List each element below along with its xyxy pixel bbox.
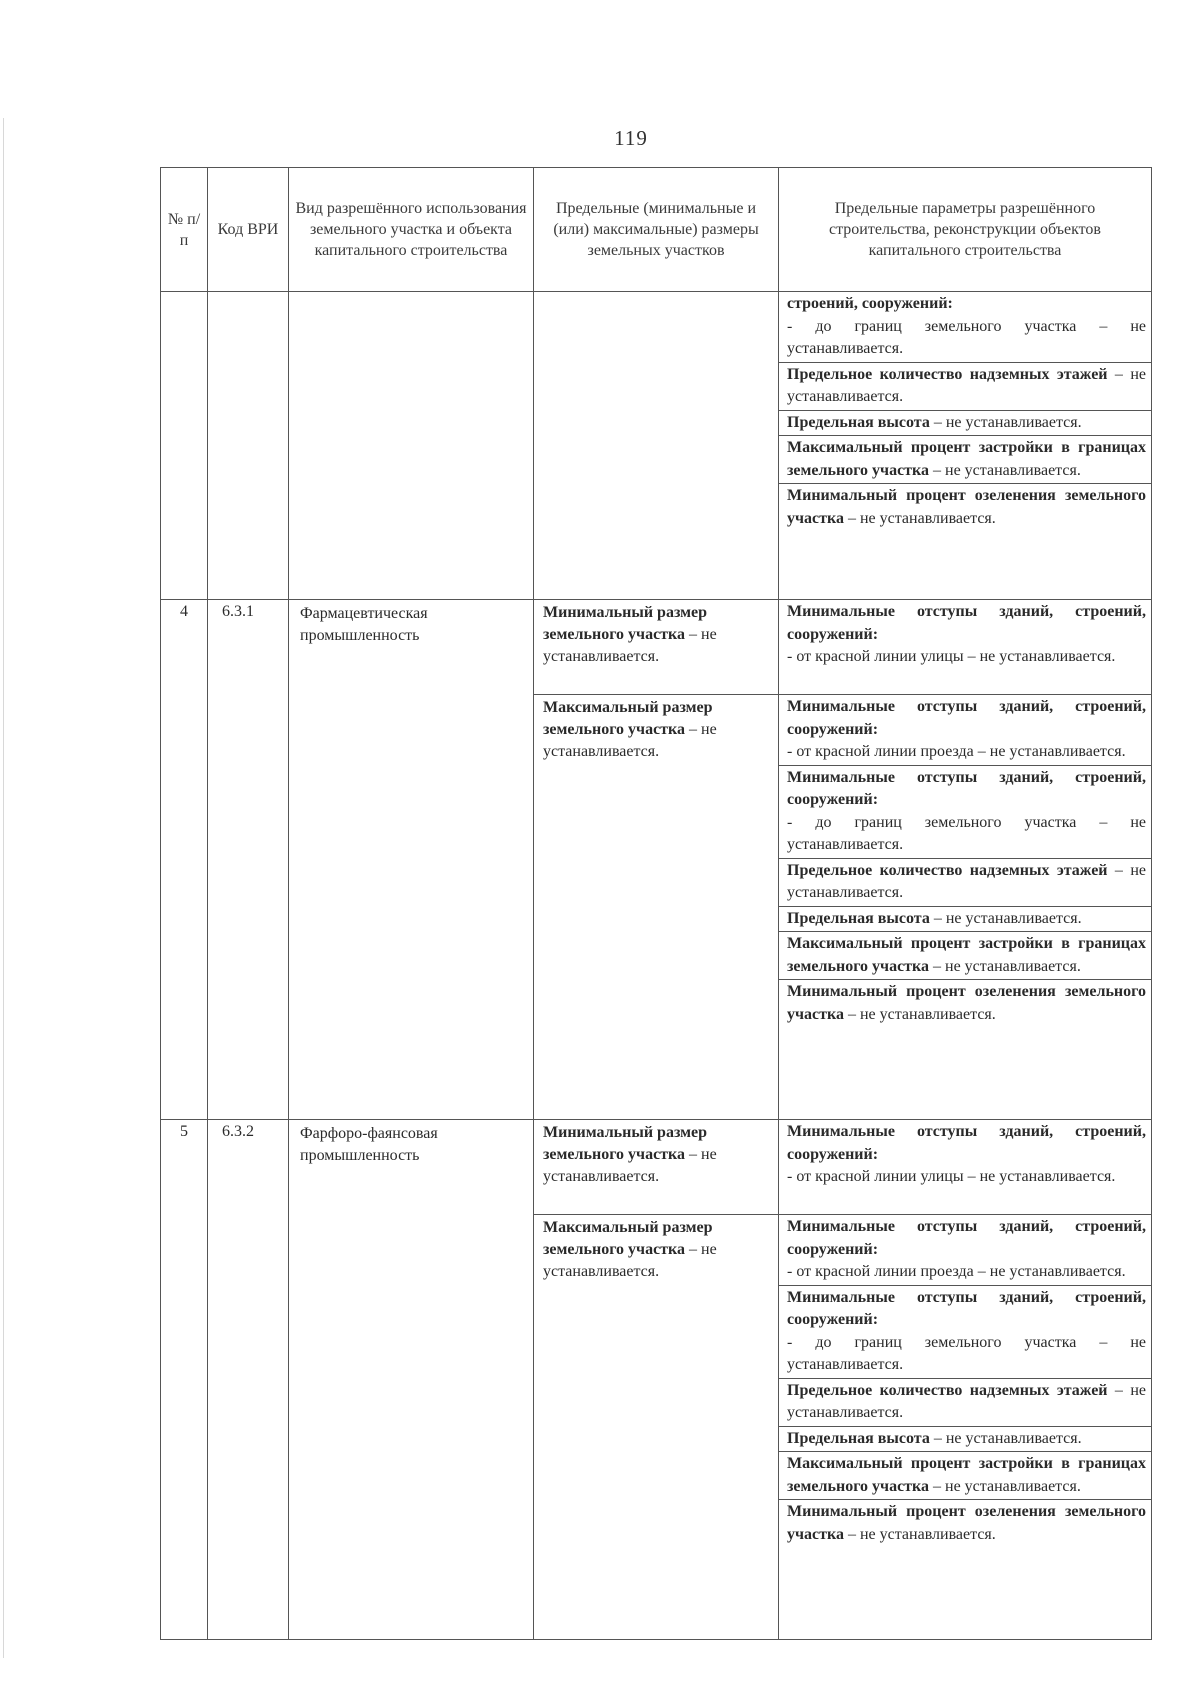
cell-size-max: Максимальный размер земельного участка – не устанавливается. — [534, 695, 779, 1120]
cell-params — [779, 292, 1152, 600]
cell-size-max: Максимальный размер земельного участка – не устанавливается. — [534, 1215, 779, 1640]
cell-num — [161, 292, 208, 600]
param-paragraph: Максимальный процент застройки в границах земельного участка – не устанавливается. — [779, 1451, 1151, 1499]
param-paragraph: Минимальные отступы зданий, строений, сооружений: - от красной линии проезда – не устанавливается. — [787, 1218, 1146, 1280]
param-paragraph: Минимальный процент озеленения земельного участка – не устанавливается. — [779, 483, 1151, 531]
header-params: Предельные параметры разрешённого строительства, реконструкции объектов капитального строительства — [779, 168, 1152, 292]
table-row — [161, 600, 1152, 695]
param-paragraph: Предельная высота – не устанавливается. — [779, 410, 1151, 436]
cell-size-min: Минимальный размер земельного участка – не устанавливается. — [534, 600, 779, 695]
cell-size — [534, 292, 779, 600]
param-paragraph: Минимальный процент озеленения земельного участка – не устанавливается. — [779, 1499, 1151, 1547]
param-paragraph: Предельное количество надземных этажей – не устанавливается. — [779, 1378, 1151, 1426]
cell-size-min: Минимальный размер земельного участка – не устанавливается. — [534, 1120, 779, 1215]
table-row-continuation — [161, 292, 1152, 600]
page-number: 119 — [614, 126, 648, 150]
cell-params — [779, 1120, 1152, 1215]
cell-use: Фарфоро-фаянсовая промышленность — [289, 1120, 534, 1640]
regulations-table — [160, 167, 1152, 1640]
param-paragraph: Максимальный процент застройки в границах земельного участка – не устанавливается. — [779, 435, 1151, 483]
param-paragraph: Минимальный процент озеленения земельного участка – не устанавливается. — [779, 979, 1151, 1027]
table-row — [161, 1120, 1152, 1215]
header-use: Вид разрешённого использования земельного участка и объекта капитального строительства — [289, 168, 534, 292]
cell-params — [779, 600, 1152, 695]
cell-params — [779, 695, 1152, 1120]
header-code: Код ВРИ — [208, 168, 289, 292]
cell-use: Фармацевтическая промышленность — [289, 600, 534, 1120]
param-paragraph: Предельное количество надземных этажей – не устанавливается. — [779, 858, 1151, 906]
param-paragraph: Минимальные отступы зданий, строений, сооружений: - от красной линии улицы – не устанавливается. — [787, 1123, 1146, 1185]
cell-code — [208, 292, 289, 600]
cell-use — [289, 292, 534, 600]
param-paragraph: Минимальные отступы зданий, строений, сооружений: - от красной линии улицы – не устанавливается. — [787, 603, 1146, 665]
header-num: № п/п — [161, 168, 208, 292]
cell-code: 6.3.1 — [208, 600, 289, 1120]
param-paragraph: Предельная высота – не устанавливается. — [779, 1426, 1151, 1452]
param-paragraph: Предельное количество надземных этажей – не устанавливается. — [779, 362, 1151, 410]
cell-params — [779, 1215, 1152, 1640]
param-paragraph: Минимальные отступы зданий, строений, сооружений: - до границ земельного участка – не устанавливается. — [779, 1285, 1151, 1378]
param-paragraph: строений, сооружений: - до границ земельного участка – не устанавливается. — [787, 295, 1146, 357]
scan-edge-line — [3, 118, 4, 1658]
param-paragraph: Минимальные отступы зданий, строений, сооружений: - от красной линии проезда – не устанавливается. — [787, 698, 1146, 760]
param-paragraph: Минимальные отступы зданий, строений, сооружений: - до границ земельного участка – не устанавливается. — [779, 765, 1151, 858]
table-header-row — [161, 168, 1152, 292]
cell-num: 4 — [161, 600, 208, 1120]
param-paragraph: Максимальный процент застройки в границах земельного участка – не устанавливается. — [779, 931, 1151, 979]
header-size: Предельные (минимальные и (или) максимальные) размеры земельных участков — [534, 168, 779, 292]
cell-num: 5 — [161, 1120, 208, 1640]
param-paragraph: Предельная высота – не устанавливается. — [779, 906, 1151, 932]
cell-code: 6.3.2 — [208, 1120, 289, 1640]
